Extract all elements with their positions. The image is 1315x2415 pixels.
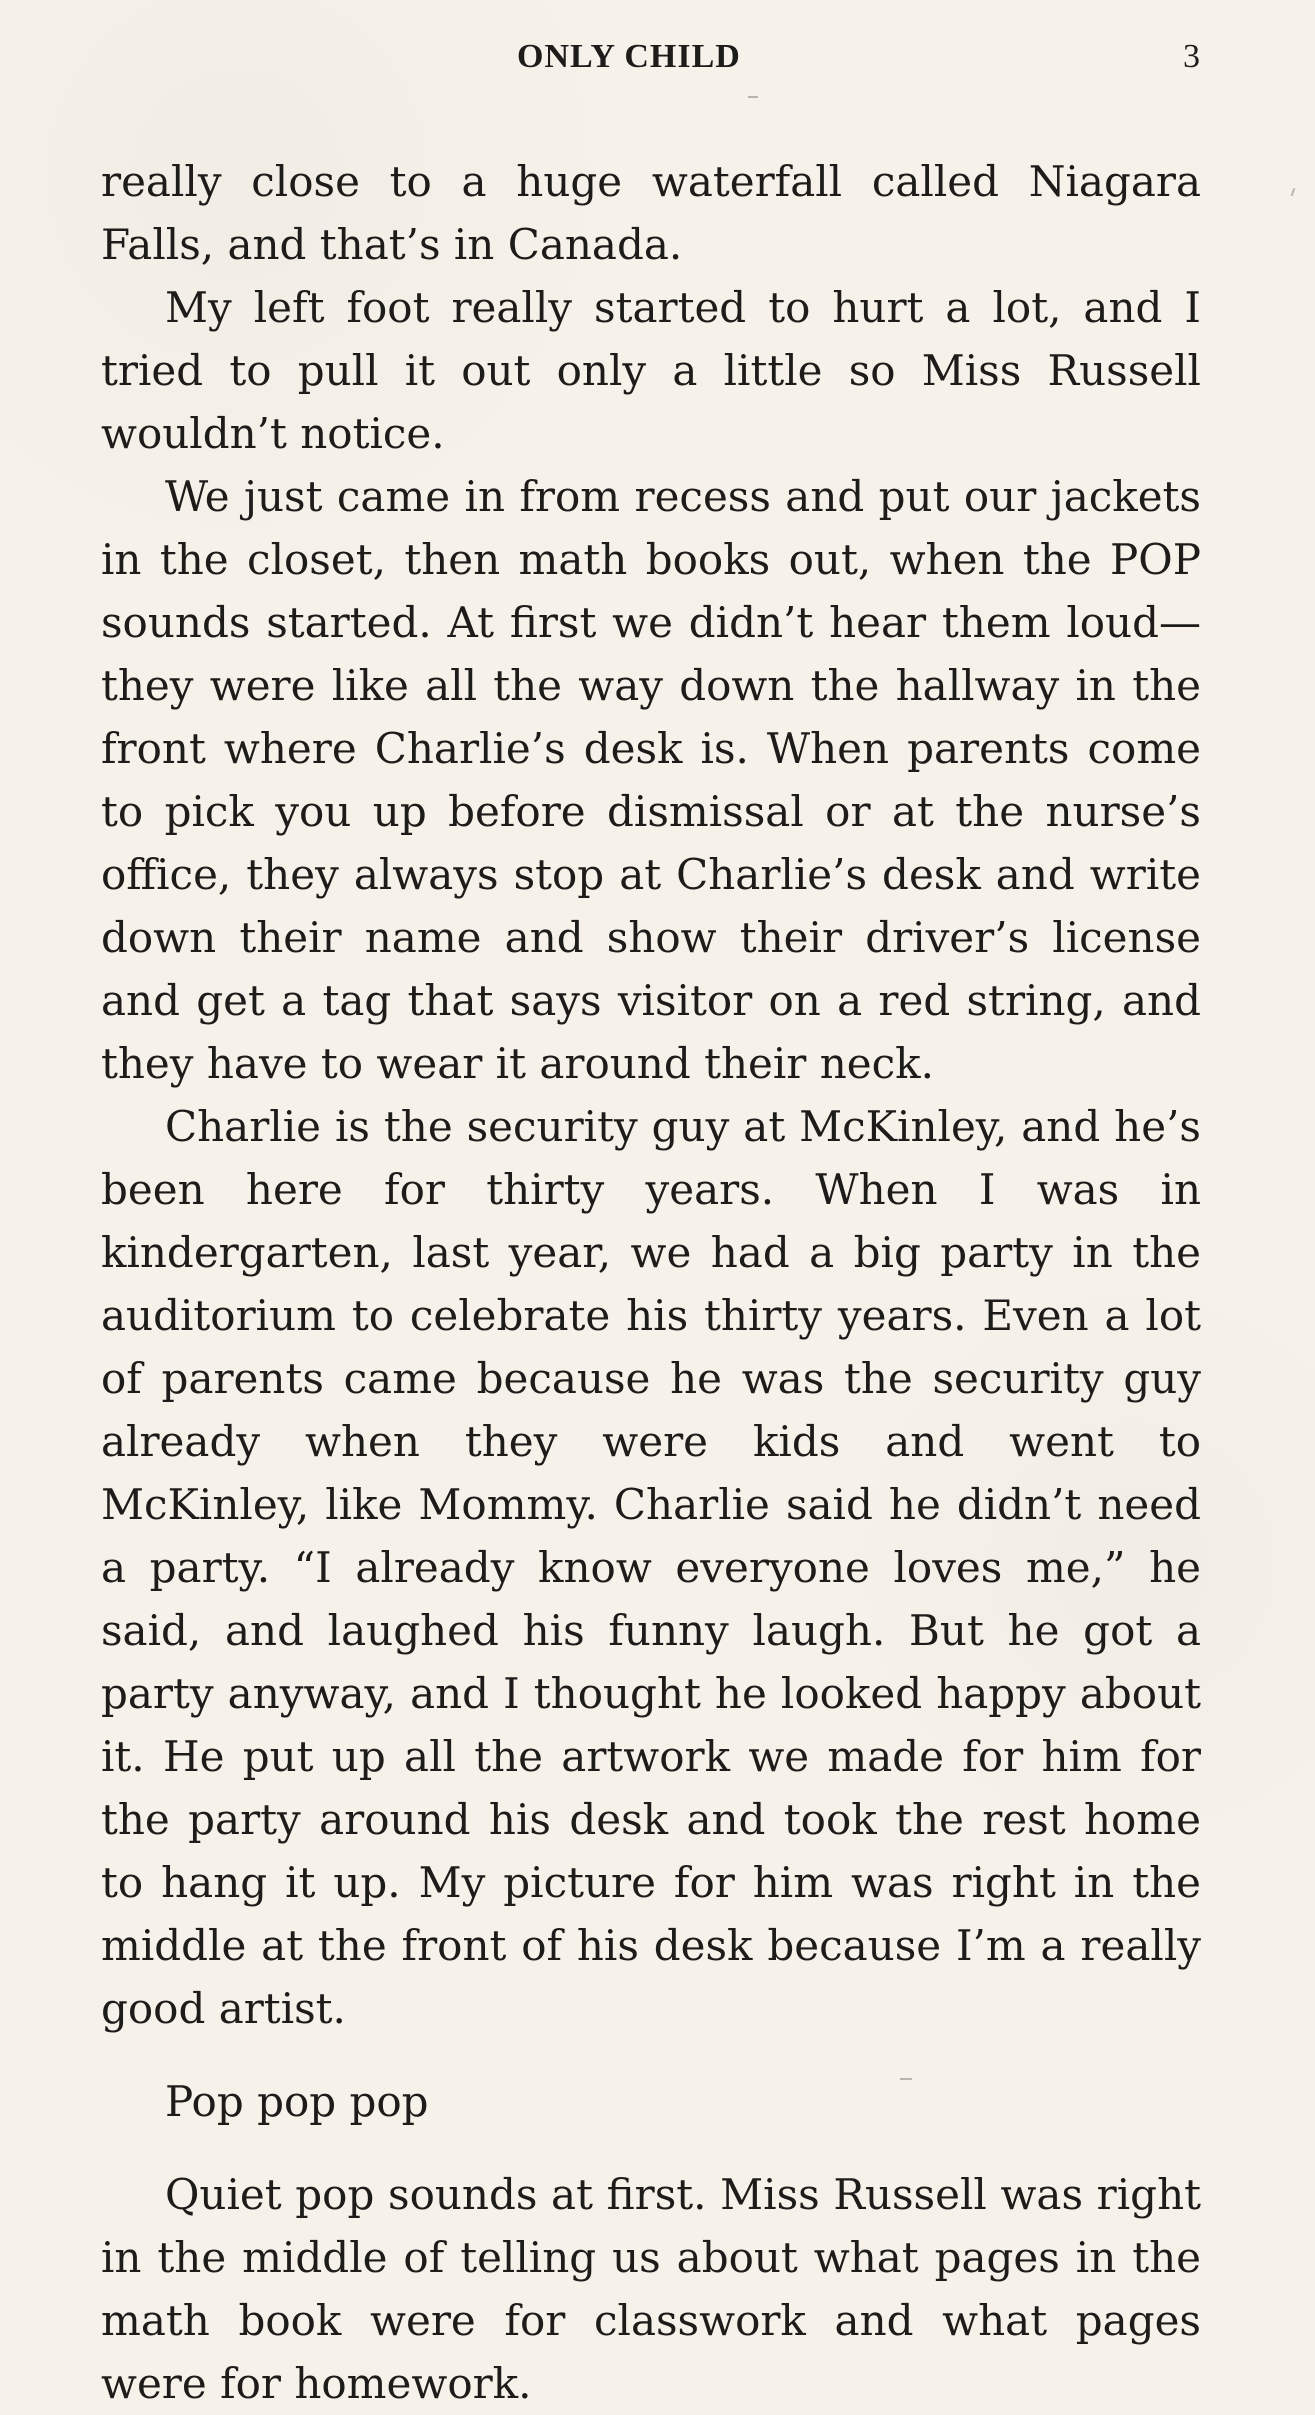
paragraph-3: We just came in from recess and put our jackets in the closet, then math books out, when the POP sounds started. At first we didn’t hear them loud—they were like all the way down the hallway in the front where Charlie’s desk is. When parents come to pick you up before dismissal or at the nurse’s office, they always stop at Charlie’s desk and write down their name and show their driver’s license and get a tag that says visitor on a red string, and they have to wear it around their neck. [101,472,1201,1088]
paper-speck-2 [748,96,758,98]
paragraph-5: Quiet pop sounds at first. Miss Russell was right in the middle of telling us about what pages in the math book were for classwork and what pages were for homework. [101,2170,1201,2408]
paper-speck-1 [1291,188,1296,196]
page-header [100,34,1200,80]
page-number: 3 [1183,38,1200,75]
running-head: ONLY CHILD [517,38,741,75]
paper-speck-3 [900,2078,912,2080]
paragraph-4: Charlie is the security guy at McKinley, and he’s been here for thirty years. When I was in kindergarten, last year, we had a big party in the auditorium to celebrate his thirty years. Even a lot of parents came because he was the security guy already when they were kids and went to McKinley, like Mommy. Charlie said he didn’t need a party. “I already know everyone loves me,” he said, and laughed his funny laugh. But he got a party anyway, and I thought he looked happy about it. He put up all the artwork we made for him for the party around his desk and took the rest home to hang it up. My picture for him was right in the middle at the front of his desk because I’m a really good artist. [101,1102,1201,2033]
body-text [101,150,1201,2415]
paragraph-1: really close to a huge waterfall called Niagara Falls, and that’s in Canada. [101,157,1201,269]
paragraph-2: My left foot really started to hurt a lot, and I tried to pull it out only a little so Miss Russell wouldn’t notice. [101,283,1201,458]
scene-break-line: Pop pop pop [165,2077,429,2126]
